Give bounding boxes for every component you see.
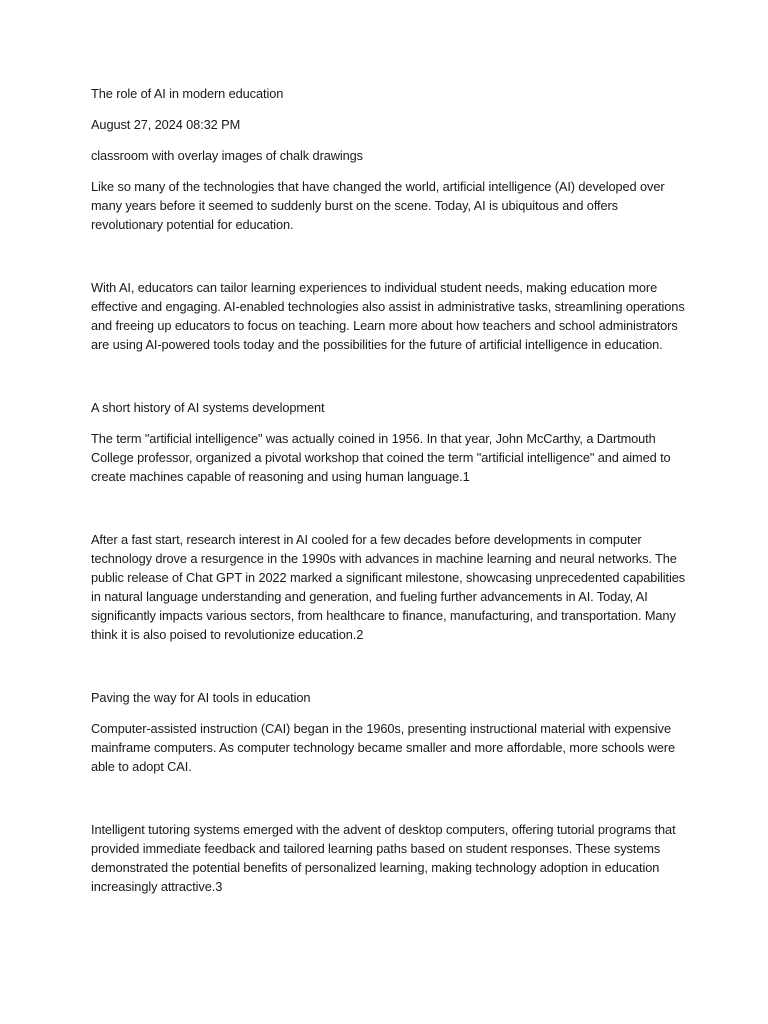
history-paragraph-2: After a fast start, research interest in AI cooled for a few decades before developments in computer technology drove a resurgence in the 1990s with advances in machine learning and neural networks. The public release of Chat GPT in 2022 marked a significant milestone, showcasing unprecedented capabilities in natural language understanding and generation, and fueling further advancements in AI. Today, AI significantly impacts various sectors, from healthcare to finance, manufacturing, and transportation. Many think it is also poised to revolutionize education.2 <box>91 532 686 642</box>
section-heading-paving: Paving the way for AI tools in education <box>91 690 311 705</box>
intro-paragraph-2: With AI, educators can tailor learning experiences to individual student needs, making education more effective and engaging. AI-enabled technologies also assist in administrative tasks, streamlining operations and freeing up educators to focus on teaching. Learn more about how teachers and school administrators are using AI-powered tools today and the possibilities for the future of artificial intelligence in education. <box>91 280 685 352</box>
section-heading-history: A short history of AI systems development <box>91 400 325 415</box>
article-title: The role of AI in modern education <box>91 86 284 101</box>
image-caption: classroom with overlay images of chalk drawings <box>91 148 363 163</box>
paving-paragraph-1: Computer-assisted instruction (CAI) began in the 1960s, presenting instructional material with expensive mainframe computers. As computer technology became smaller and more affordable, more schools were able to adopt CAI. <box>91 721 675 774</box>
intro-paragraph-1: Like so many of the technologies that have changed the world, artificial intelligence (AI) developed over many years before it seemed to suddenly burst on the scene. Today, AI is ubiquitous and offers revolutionary potential for education. <box>91 179 665 232</box>
history-paragraph-1: The term "artificial intelligence" was actually coined in 1956. In that year, John McCarthy, a Dartmouth College professor, organized a pivotal workshop that coined the term "artificial intelligence" and aimed to create machines capable of reasoning and using human language.1 <box>91 431 671 484</box>
article-date: August 27, 2024 08:32 PM <box>91 117 241 132</box>
paving-paragraph-2: Intelligent tutoring systems emerged with the advent of desktop computers, offering tutorial programs that provided immediate feedback and tailored learning paths based on student responses. These systems demonstrated the potential benefits of personalized learning, making technology adoption in education increasingly attractive.3 <box>91 822 676 894</box>
document-page <box>91 84 687 928</box>
